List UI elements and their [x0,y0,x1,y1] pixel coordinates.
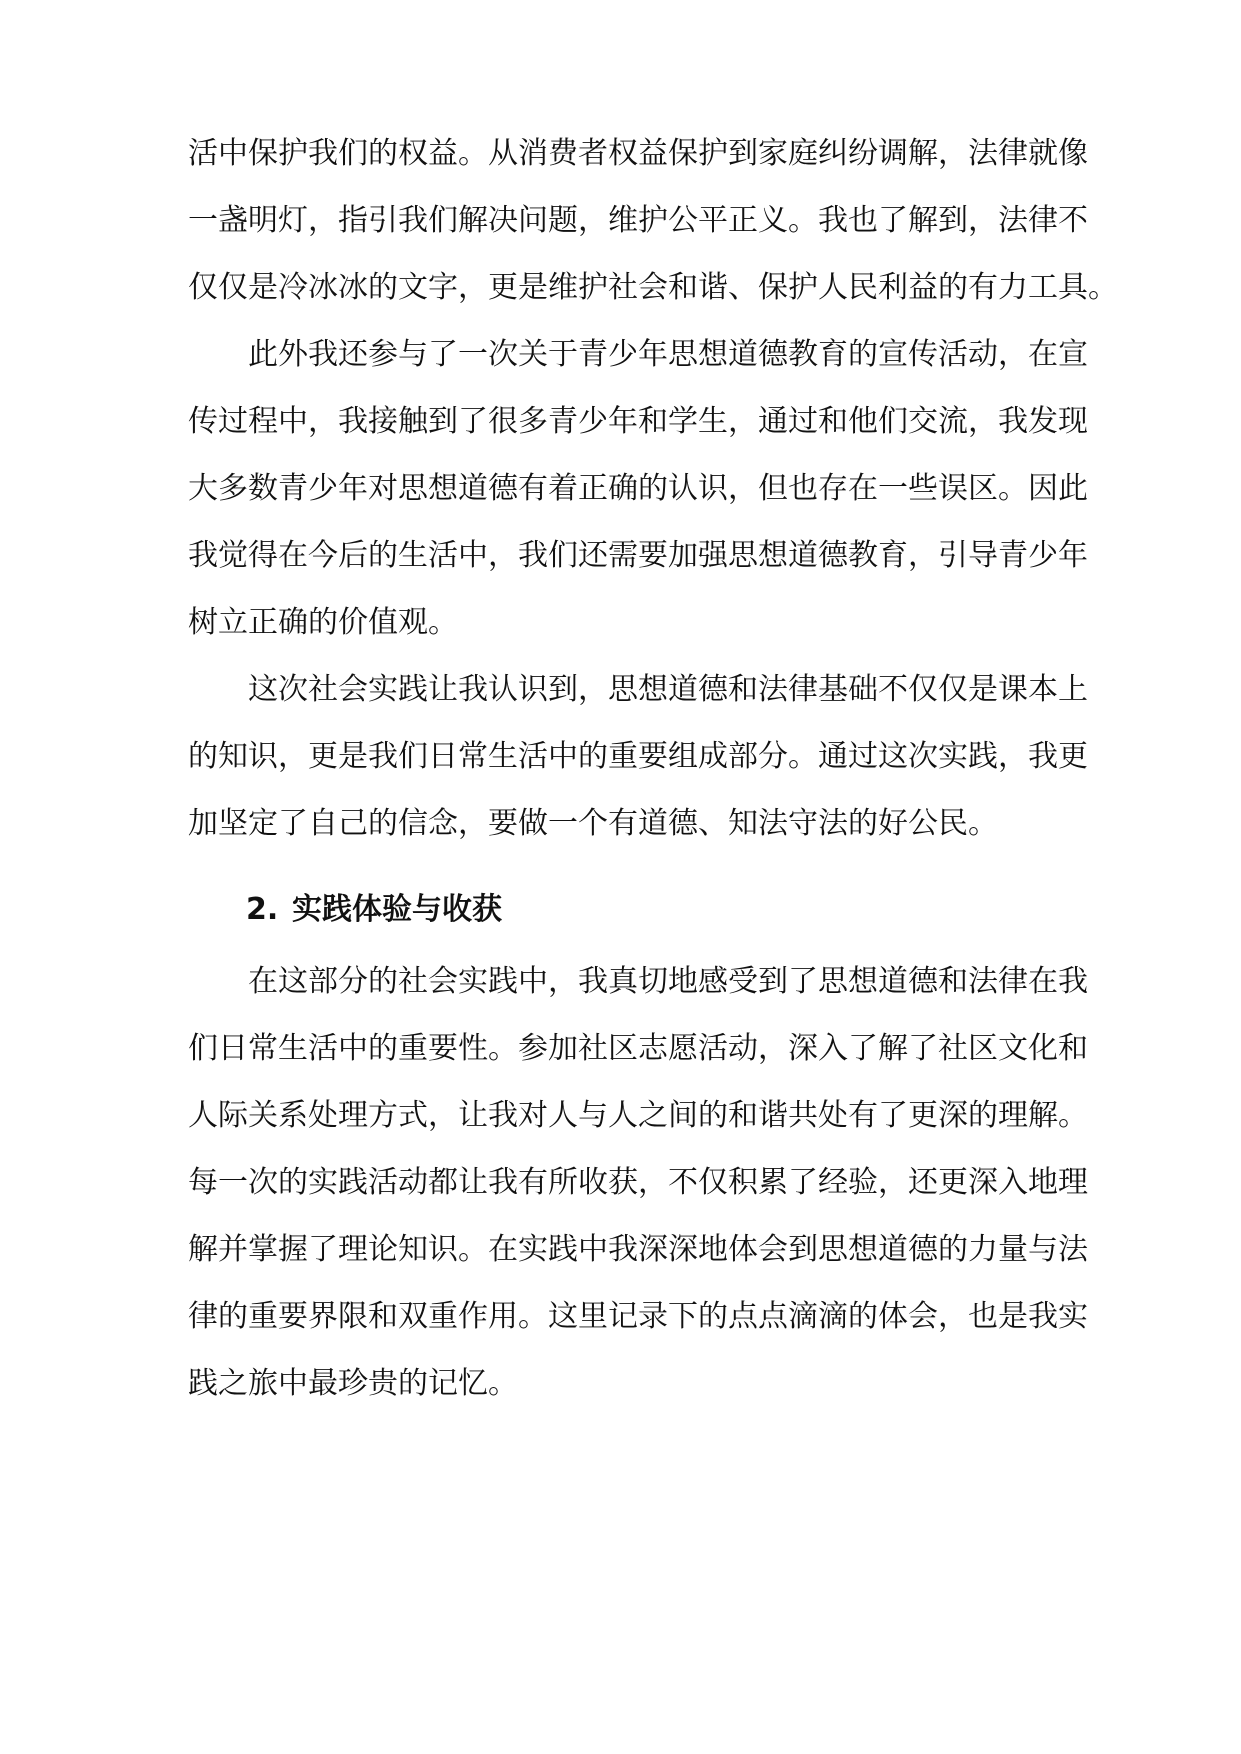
section-heading [246,887,502,933]
paragraph-3-line-3: 加坚定了自己的信念，要做一个有道德、知法守法的好公民。 [188,806,998,841]
section-paragraph-line-5: 解并掌握了理论知识。在实践中我深深地体会到思想道德的力量与法 [188,1232,1088,1267]
section-paragraph-line-4: 每一次的实践活动都让我有所收获，不仅积累了经验，还更深入地理 [188,1165,1088,1200]
paragraph-3-line-1: 这次社会实践让我认识到，思想道德和法律基础不仅仅是课本上 [188,672,1088,707]
section-title: 实践体验与收获 [292,892,502,927]
paragraph-2-line-5: 树立正确的价值观。 [188,605,458,640]
paragraph-1-line-1: 活中保护我们的权益。从消费者权益保护到家庭纠纷调解，法律就像 [188,136,1088,171]
section-number: 2. [246,892,279,927]
section-paragraph-line-3: 人际关系处理方式，让我对人与人之间的和谐共处有了更深的理解。 [188,1098,1088,1133]
paragraph-2-line-4: 我觉得在今后的生活中，我们还需要加强思想道德教育，引导青少年 [188,538,1088,573]
paragraph-1-line-2: 一盏明灯，指引我们解决问题，维护公平正义。我也了解到，法律不 [188,203,1088,238]
paragraph-2-line-1: 此外我还参与了一次关于青少年思想道德教育的宣传活动，在宣 [188,337,1088,372]
paragraph-1-line-3: 仅仅是冷冰冰的文字，更是维护社会和谐、保护人民利益的有力工具。 [188,270,1118,305]
paragraph-2-line-3: 大多数青少年对思想道德有着正确的认识，但也存在一些误区。因此 [188,471,1088,506]
section-paragraph-line-7: 践之旅中最珍贵的记忆。 [188,1366,518,1401]
section-paragraph-line-2: 们日常生活中的重要性。参加社区志愿活动，深入了解了社区文化和 [188,1031,1088,1066]
section-paragraph-line-6: 律的重要界限和双重作用。这里记录下的点点滴滴的体会，也是我实 [188,1299,1088,1334]
paragraph-2-line-2: 传过程中，我接触到了很多青少年和学生，通过和他们交流，我发现 [188,404,1088,439]
paragraph-3-line-2: 的知识，更是我们日常生活中的重要组成部分。通过这次实践，我更 [188,739,1088,774]
section-paragraph-line-1: 在这部分的社会实践中，我真切地感受到了思想道德和法律在我 [188,964,1088,999]
